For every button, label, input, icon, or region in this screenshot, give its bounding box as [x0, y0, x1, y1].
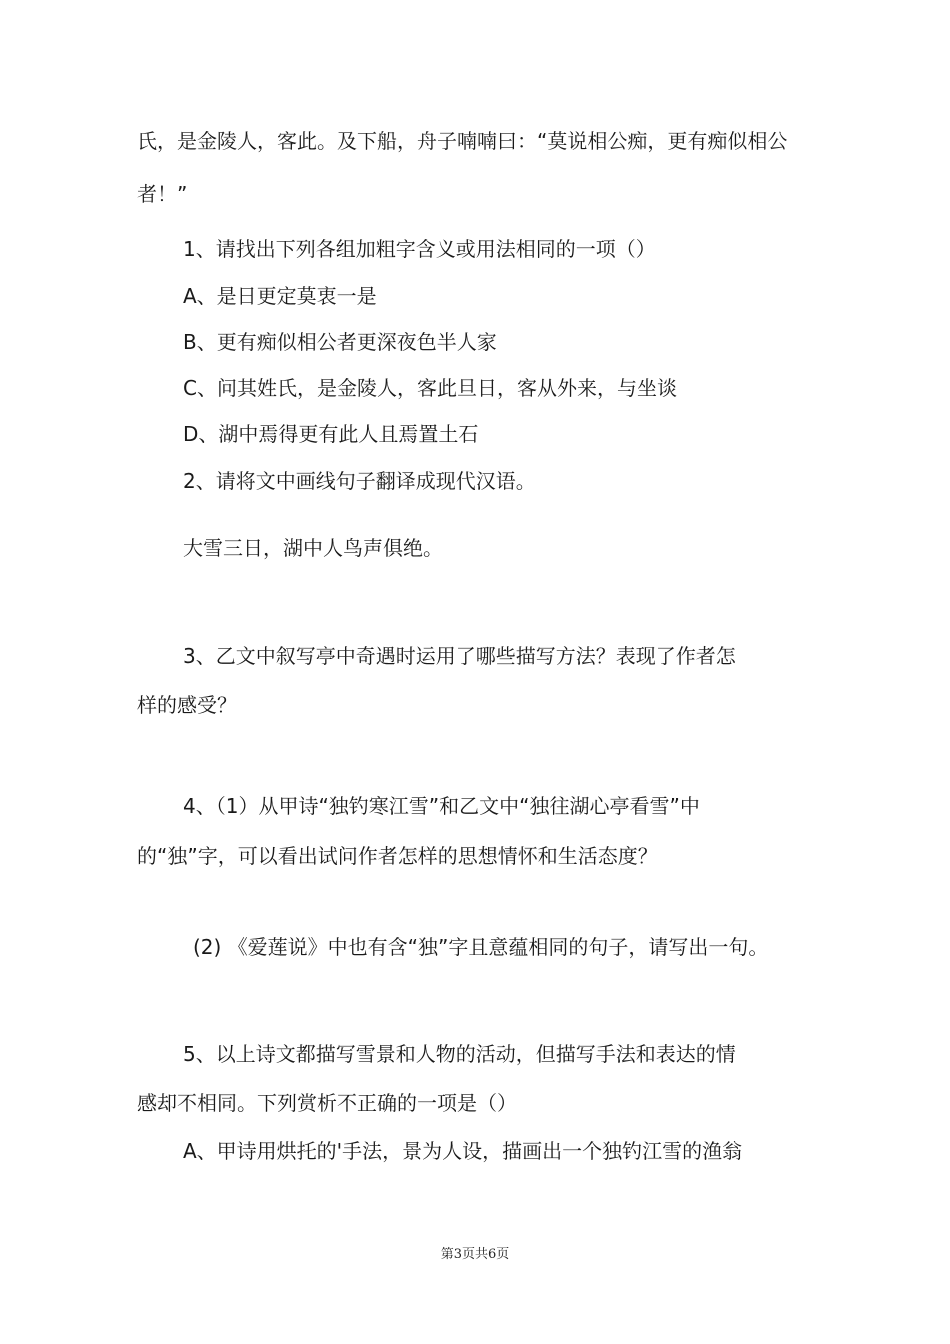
page-number-footer: 第3页共6页 [440, 1247, 510, 1262]
question-4-line-2: 的“独”字，可以看出试问作者怎样的思想情怀和生活态度？ [137, 844, 658, 868]
question-4-line-1: 4、（1）从甲诗“独钓寒江雪”和乙文中“独往湖心亭看雪”中 [183, 794, 700, 818]
question-5-line-1: 5、以上诗文都描写雪景和人物的活动，但描写手法和表达的情 [183, 1042, 736, 1066]
question-1-option-a: A、是日更定莫衷一是 [183, 284, 377, 308]
question-2-prompt: 2、请将文中画线句子翻译成现代汉语。 [183, 469, 536, 493]
question-3-line-2: 样的感受？ [137, 693, 237, 717]
question-5-option-a: A、甲诗用烘托的'手法，景为人设，描画出一个独钓江雪的渔翁 [183, 1139, 743, 1163]
passage-line-1: 氏，是金陵人，客此。及下船，舟子喃喃曰：“莫说相公痴，更有痴似相公 [137, 129, 788, 153]
question-2-sentence: 大雪三日，湖中人鸟声俱绝。 [183, 536, 443, 560]
question-1-option-d: D、湖中焉得更有此人且焉置土石 [183, 422, 479, 446]
question-4-sub-2: (2) 《爱莲说》中也有含“独”字且意蕴相同的句子，请写出一句。 [193, 935, 769, 959]
passage-line-2: 者！” [137, 182, 188, 206]
question-1-option-c: C、问其姓氏，是金陵人，客此旦日，客从外来，与坐谈 [183, 376, 677, 400]
question-1-prompt: 1、请找出下列各组加粗字含义或用法相同的一项（） [183, 237, 656, 261]
question-1-option-b: B、更有痴似相公者更深夜色半人家 [183, 330, 497, 354]
question-3-line-1: 3、乙文中叙写亭中奇遇时运用了哪些描写方法？表现了作者怎 [183, 644, 736, 668]
question-5-line-2: 感却不相同。下列赏析不正确的一项是（） [137, 1091, 517, 1115]
